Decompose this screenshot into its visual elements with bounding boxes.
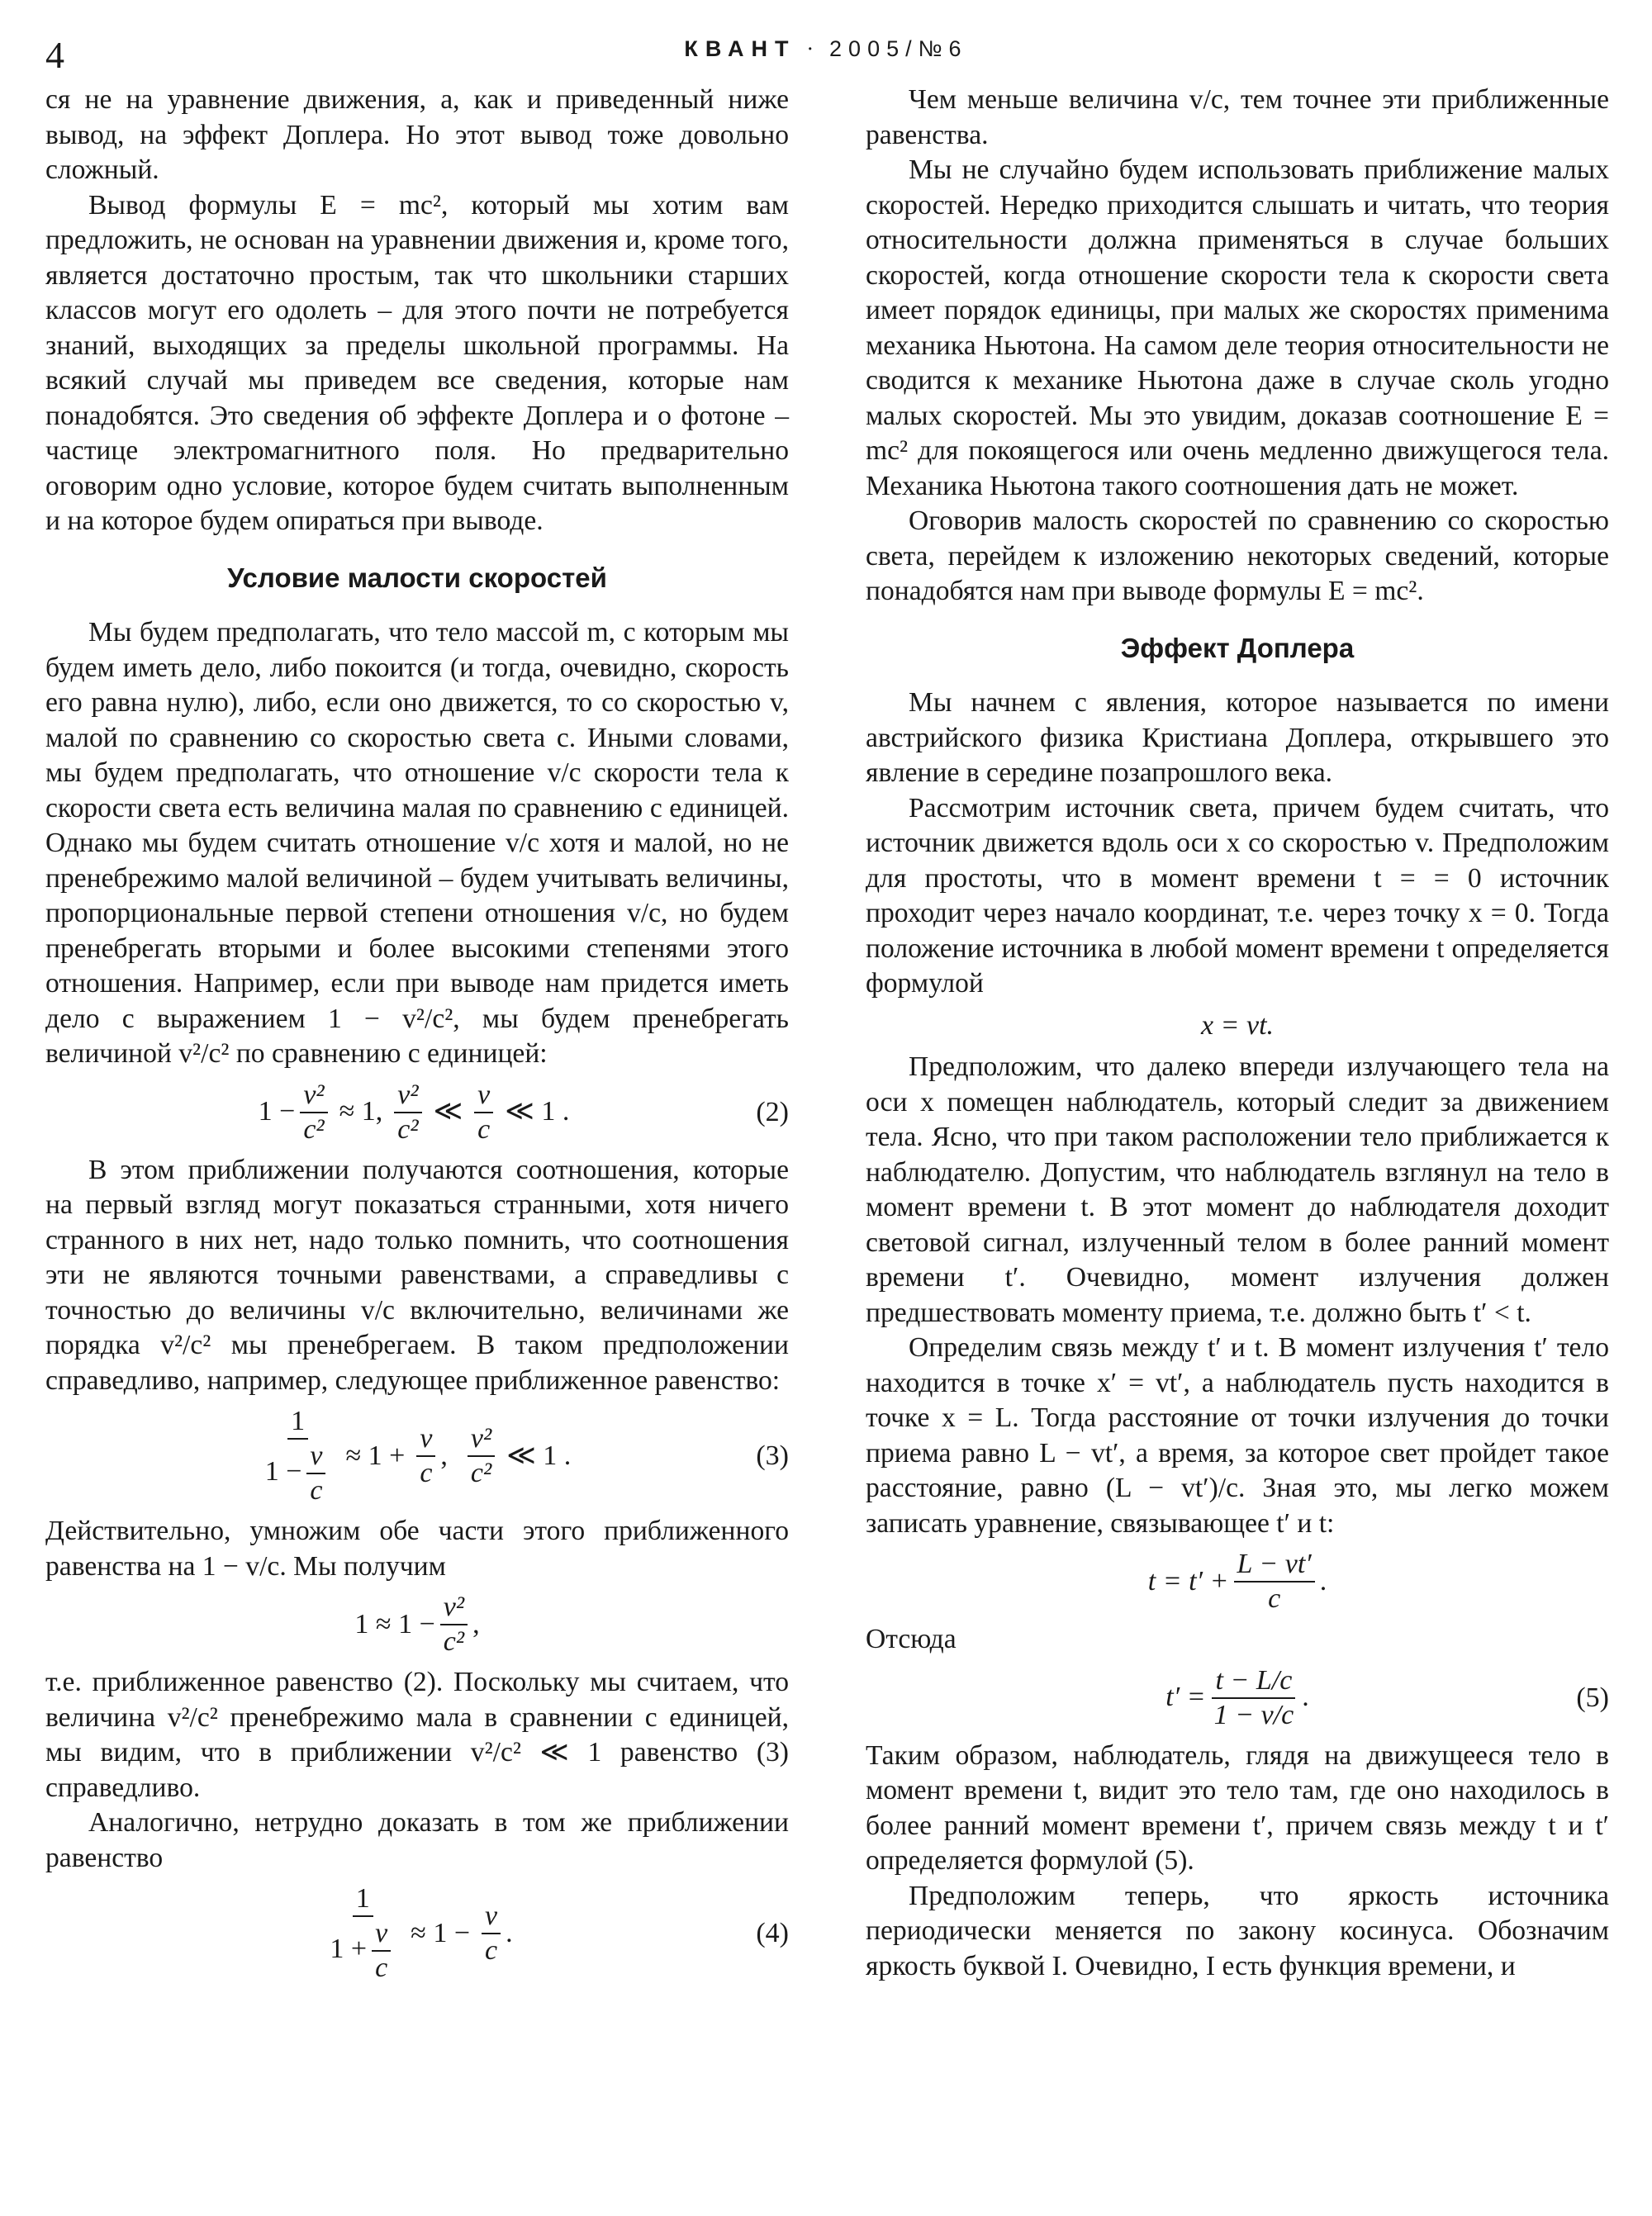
eq-text: 1 − [264, 1455, 302, 1487]
paragraph: Отсюда [866, 1624, 957, 1654]
denominator: c [1268, 1583, 1281, 1614]
numerator: t − L/c [1215, 1664, 1293, 1696]
eq-text: , [440, 1440, 448, 1471]
equation-number: (5) [1576, 1682, 1609, 1713]
eq-text: x = vt. [1200, 1009, 1275, 1041]
fraction [482, 1900, 501, 1967]
section-heading: Эффект Доплера [1120, 632, 1355, 663]
paragraph: Определим связь между t′ и t. В момент излучения t′ тело находится в точке x′ = vt′, а наблюдатель пусть находится в точке x = L. Тогда расстояние от точки излучения до точки приема равно L − vt′, а время, за которое свет пройдет такое расстояние, равно (L − vt′)/c. Зная это, мы легко можем записать уравнение, связывающее t′ и t: [866, 1332, 1609, 1539]
fraction [1211, 1664, 1298, 1732]
equation-2 [45, 1079, 789, 1146]
denominator: c² [470, 1458, 492, 1488]
equation-3 [45, 1405, 789, 1507]
eq-text: ≪ 1 . [506, 1440, 572, 1471]
numerator: v [420, 1423, 433, 1454]
eq-text: . [1319, 1565, 1327, 1597]
fraction [1234, 1548, 1315, 1616]
eq-text: 1 ≈ 1 − [354, 1608, 435, 1639]
fraction [306, 1440, 325, 1507]
eq-text: ≪ [433, 1096, 463, 1127]
paragraph: Мы не случайно будем использовать приближение малых скоростей. Нередко приходится слышать и читать, что теория относительности должна применяться в случае больших скоростей, когда отношение скорости тела к скорости света имеет порядок единицы, при малых же скоростях применима механика Ньютона. На самом деле теория относительности не сводится к механике Ньютона даже в случае сколь угодно малых скоростей. Мы это увидим, доказав соотношение E = mc² для покоящегося или очень медленно движущегося тела. Механика Ньютона такого соотношения дать не может. [866, 154, 1609, 501]
journal-name: КВАНТ [684, 36, 796, 61]
eq-text: ≈ 1, [339, 1096, 383, 1127]
fraction [394, 1079, 421, 1146]
fraction [262, 1405, 335, 1507]
left-column [45, 83, 789, 1991]
paragraph: Мы будем предполагать, что тело массой m, с которым мы будем иметь дело, либо покоится (и тогда, очевидно, скорость его равна нулю), либо, если оно движется, то со скоростью v, малой по сравнению со скоростью света c. Иными словами, мы будем предполагать, что отношение v/c скорости тела к скорости света есть величина малая по сравнению с единицей. Однако мы будем считать отношение v/c хотя и малой, но не пренебрежимо малой величиной – будем учитывать величины, пропорциональные первой степени отношения v/c, но будем пренебрегать вторыми и более высокими степенями этого отношения. Например, если при выводе нам придется иметь дело с выражением 1 − v²/c², мы будем пренебрегать величиной v²/c² по сравнению с единицей: [45, 617, 789, 1069]
paragraph: Таким образом, наблюдатель, глядя на движущееся тело в момент времени t, видит это тело там, где оно находилось в более ранний момент времени t′, причем связь между t и t′ определяется формулой (5). [866, 1739, 1609, 1876]
paragraph: т.е. приближенное равенство (2). Поскольку мы считаем, что величина v²/c² пренебрежимо мала в сравнении с единицей, мы видим, что в приближении v²/c² ≪ 1 равенство (3) справедливо. [45, 1667, 789, 1803]
denominator: c [310, 1475, 323, 1506]
paragraph: Действительно, умножим обе части этого приближенного равенства на 1 − v/c. Мы получим [45, 1516, 789, 1582]
denominator: c [375, 1953, 388, 1983]
eq-text: , [472, 1608, 480, 1639]
paragraph: В этом приближении получаются соотношения, которые на первый взгляд могут показаться странными, хотя ничего странного в них нет, надо только помнить, что соотношения эти не являются точными равенствами, а справедливы с точностью до величины v/c включительно, величинами же порядка v²/c² мы пренебрегаем. В таком предположении справедливо, например, следующее приближенное равенство: [45, 1154, 789, 1396]
equation-5 [866, 1664, 1609, 1732]
numerator: v [477, 1079, 491, 1110]
equation-number: (2) [756, 1096, 789, 1127]
paragraph: ся не на уравнение движения, а, как и приведенный ниже вывод, на эффект Доплера. Но этот вывод тоже довольно сложный. [45, 84, 789, 185]
equation-4 [45, 1882, 789, 1985]
numerator: 1 [287, 1405, 308, 1440]
numerator: v² [443, 1592, 465, 1622]
denominator: c² [303, 1113, 325, 1145]
page-number: 4 [45, 34, 64, 76]
denominator [326, 1917, 399, 1985]
fraction [372, 1917, 391, 1985]
equation-unnumbered [45, 1591, 789, 1658]
eq-text: 1 − [258, 1096, 296, 1127]
paragraph: Предположим, что далеко впереди излучающего тела на оси x помещен наблюдатель, который следит за движением тела. Ясно, что при таком расположении тело приближается к наблюдателю. Допустим, что наблюдатель взглянул на тело в момент времени t. В этот момент до наблюдателя доходит световой сигнал, излученный телом в более ранний момент времени t′. Очевидно, момент излучения должен предшествовать моменту приема, т.е. должно быть t′ < t. [866, 1051, 1609, 1328]
denominator: c² [443, 1626, 465, 1657]
eq-text: ≈ 1 − [411, 1917, 471, 1948]
paragraph: Аналогично, нетрудно доказать в том же приближении равенство [45, 1807, 789, 1873]
eq-text: . [1302, 1682, 1309, 1713]
section-heading: Условие малости скоростей [227, 562, 607, 593]
fraction [474, 1079, 493, 1146]
fraction [440, 1591, 468, 1658]
denominator: c [485, 1935, 498, 1966]
issue-number: 2005/№6 [829, 36, 968, 61]
numerator: v [310, 1440, 323, 1471]
eq-text: t = t′ + [1147, 1565, 1229, 1597]
paragraph: Мы начнем с явления, которое называется по имени австрийского физика Кристиана Доплера, открывшего это явление в середине позапрошлого века. [866, 687, 1609, 788]
numerator: v² [470, 1423, 492, 1454]
numerator: L − vt′ [1237, 1549, 1312, 1579]
paragraph: Предположим теперь, что яркость источника периодически меняется по закону косинуса. Обозначим яркость буквой I. Очевидно, I есть функция времени, и [866, 1880, 1609, 1981]
equation-number: (3) [756, 1440, 789, 1471]
equation-x-vt [866, 1008, 1609, 1044]
denominator: c² [397, 1113, 419, 1145]
fraction [326, 1882, 399, 1985]
equation-number: (4) [756, 1917, 789, 1948]
eq-text: 1 + [330, 1933, 368, 1964]
header-separator: · [806, 36, 830, 61]
equation-t [866, 1548, 1609, 1616]
eq-text: ≪ 1 . [505, 1096, 570, 1127]
numerator: v² [303, 1079, 325, 1110]
paragraph: Рассмотрим источник света, причем будем считать, что источник движется вдоль оси x со скоростью v. Предположим для простоты, что в момент времени t = = 0 источник проходит через начало координат, т.е. через точку x = 0. Тогда положение источника в любой момент времени t определяется формулой [866, 792, 1609, 999]
denominator: c [420, 1458, 433, 1488]
paragraph: Вывод формулы E = mc², который мы хотим вам предложить, не основан на уравнении движения и, кроме того, является достаточно простым, так что школьники старших классов могут его одолеть – для этого почти не потребуется знаний, выходящих за пределы школьной программы. На всякий случай мы приведем все сведения, которые нам понадобятся. Это сведения об эффекте Доплера и о фотоне – частице электромагнитного поля. Но предварительно оговорим одно условие, которое будем считать выполненным и на которое будем опираться при выводе. [45, 189, 789, 536]
eq-text: t′ = [1165, 1682, 1206, 1713]
numerator: v [375, 1918, 388, 1948]
denominator: 1 − v/c [1213, 1699, 1294, 1730]
denominator: c [477, 1113, 491, 1145]
paragraph: Чем меньше величина v/c, тем точнее эти приближенные равенства. [866, 84, 1609, 150]
numerator: v [485, 1900, 498, 1931]
eq-text: . [506, 1917, 513, 1948]
paragraph: Оговорив малость скоростей по сравнению со скоростью света, перейдем к изложению некоторых сведений, которые понадобятся нам при выводе формулы E = mc². [866, 505, 1609, 606]
fraction [416, 1422, 435, 1490]
numerator: 1 [353, 1882, 373, 1917]
fraction [300, 1079, 327, 1146]
right-column [866, 83, 1609, 1984]
running-head [0, 36, 1652, 62]
denominator [262, 1440, 335, 1507]
eq-text: ≈ 1 + [345, 1440, 406, 1471]
numerator: v² [397, 1079, 419, 1110]
fraction [468, 1422, 495, 1490]
